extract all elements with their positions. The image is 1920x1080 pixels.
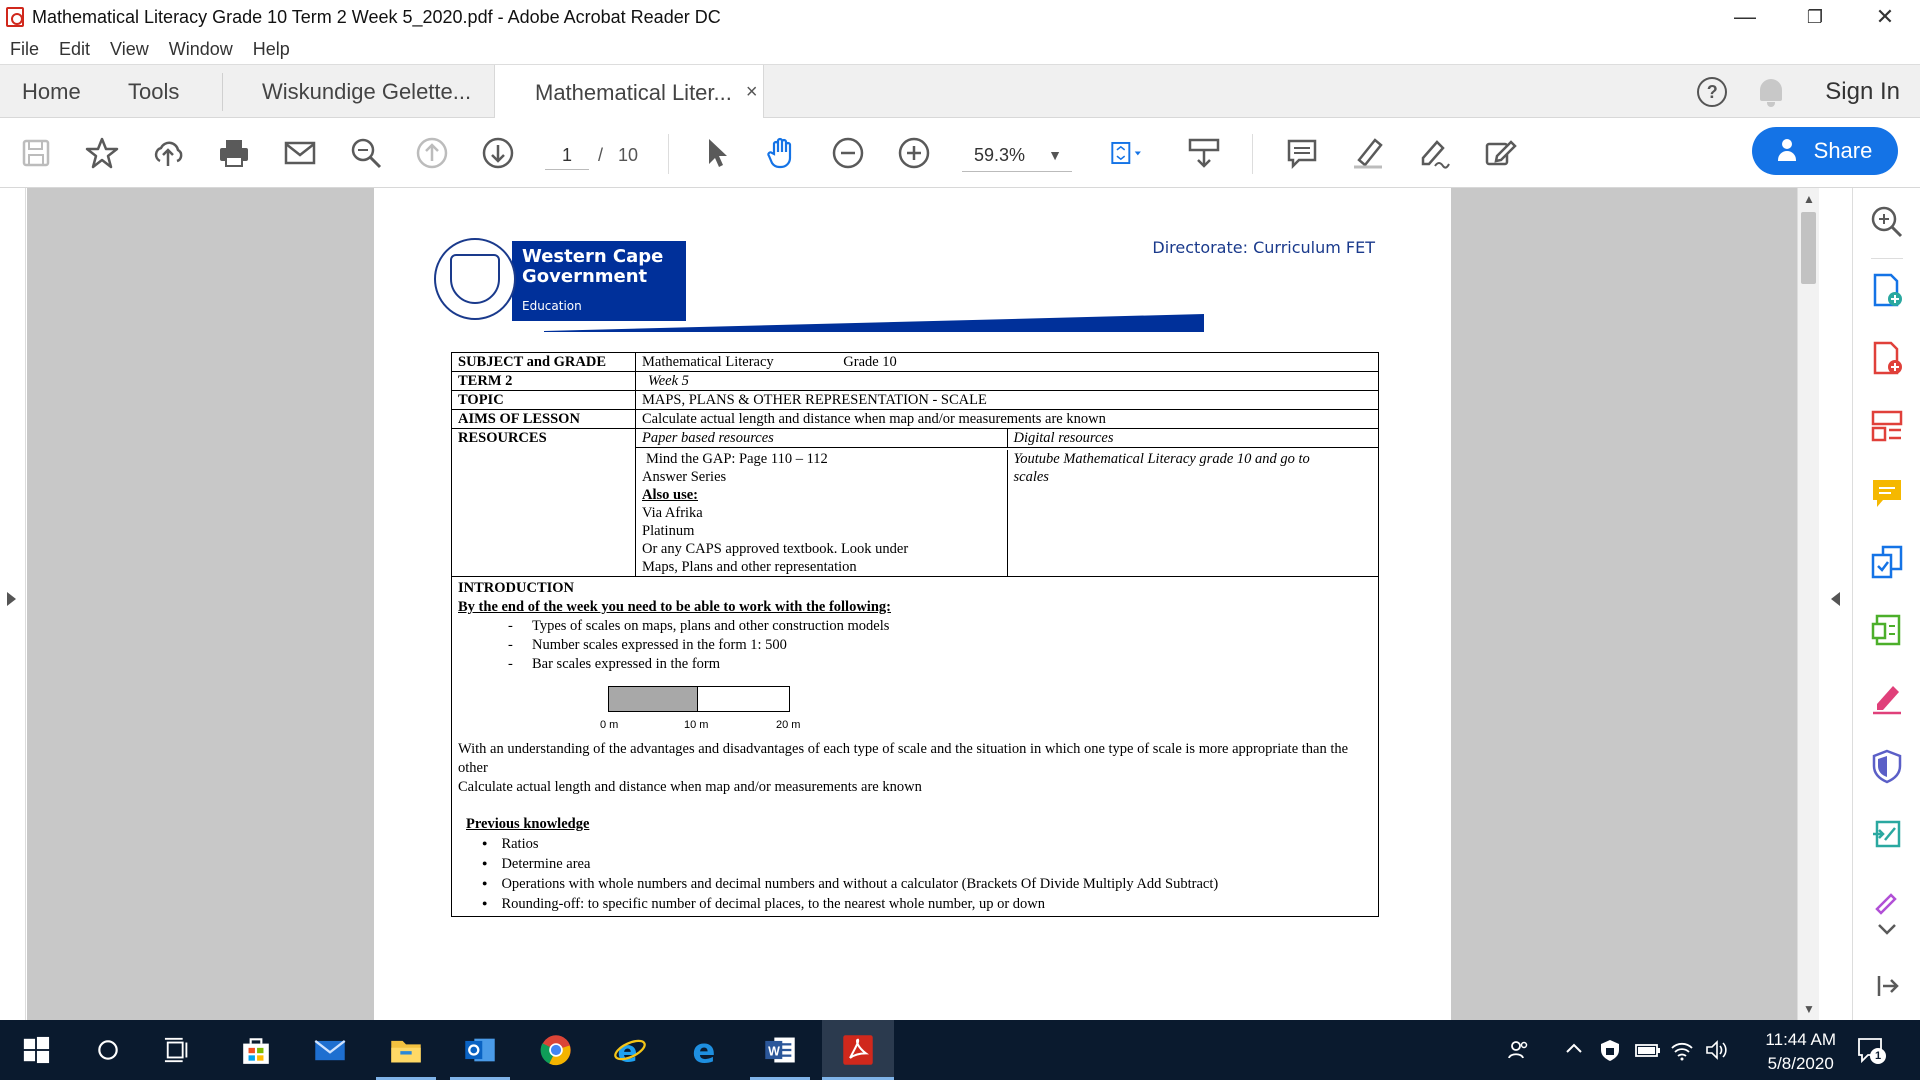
digital-resources-list [1007, 450, 1379, 576]
scroll-mode-icon[interactable] [1186, 135, 1222, 171]
bar-scale-label: 10 m [684, 719, 709, 731]
subject-value: Mathematical Literacy [642, 354, 774, 370]
toolbar-divider [668, 134, 669, 174]
acrobat-app-icon [6, 7, 24, 27]
list-item: Youtube Mathematical Literacy grade 10 and go to [1013, 451, 1310, 467]
list-item: ● Determine area [482, 854, 1372, 874]
page-separator: / [598, 145, 604, 165]
list-item: ● Ratios [482, 834, 1372, 854]
lesson-table [451, 352, 1379, 917]
search-icon[interactable] [348, 135, 384, 171]
email-icon[interactable] [282, 135, 318, 171]
battery-icon[interactable] [1634, 1038, 1662, 1067]
calculate-text: Calculate actual length and distance when map and/or measurements are known [458, 779, 922, 795]
send-for-review-icon[interactable] [1869, 816, 1905, 852]
window-title: Mathematical Literacy Grade 10 Term 2 Week 5_2020.pdf - Adobe Acrobat Reader DC [32, 6, 721, 27]
tab-document-wiskundige[interactable]: Wiskundige Gelette... [262, 79, 472, 104]
introduction-cell [452, 577, 1378, 916]
internet-explorer-icon[interactable] [612, 1032, 648, 1068]
pdf-page [374, 188, 1451, 1020]
word-icon[interactable] [762, 1032, 798, 1068]
close-window-button[interactable]: ✕ [1875, 4, 1895, 29]
chevron-down-icon: ▼ [1048, 147, 1062, 163]
vertical-scrollbar[interactable] [1797, 188, 1819, 1020]
list-item: Via Afrika [642, 505, 703, 521]
restore-button[interactable]: ❐ [1806, 6, 1824, 27]
menu-bar [0, 34, 1920, 64]
notification-bell-icon[interactable] [1757, 77, 1785, 107]
objectives-list [508, 617, 1372, 674]
minimize-button[interactable]: — [1734, 4, 1756, 29]
tab-document-label: Mathematical Liter... [535, 79, 732, 105]
row-value: Calculate actual length and distance when map and/or measurements are known [642, 411, 1106, 427]
digital-resources-header: Digital resources [1007, 429, 1379, 447]
save-icon[interactable] [18, 135, 54, 171]
cortana-search-icon[interactable] [90, 1032, 126, 1068]
file-explorer-icon[interactable] [388, 1032, 424, 1068]
directorate-label: Directorate: Curriculum FET [1152, 238, 1375, 257]
tabs-bar [0, 64, 1920, 118]
window-controls [1710, 0, 1920, 34]
paper-resources-header: Paper based resources [642, 430, 774, 446]
list-item: Also use: [642, 487, 698, 503]
list-item: - Number scales expressed in the form 1: 500 [508, 636, 1372, 655]
table-row [452, 577, 1378, 916]
table-row [452, 410, 1378, 429]
windows-start-icon[interactable] [18, 1032, 54, 1068]
resources-cell [636, 429, 1378, 576]
coat-of-arms-icon [434, 238, 516, 320]
page-total: 10 [618, 145, 639, 165]
wifi-icon[interactable] [1670, 1038, 1694, 1067]
row-value: MAPS, PLANS & OTHER REPRESENTATION - SCALE [642, 392, 987, 408]
previous-page-icon[interactable] [414, 135, 450, 171]
notification-count-badge: 1 [1870, 1048, 1886, 1064]
menu-file[interactable]: File [10, 38, 40, 59]
fill-sign-icon[interactable] [1869, 680, 1905, 716]
zoom-in-icon[interactable] [896, 135, 932, 171]
security-shield-icon[interactable] [1598, 1038, 1622, 1067]
toolbar-divider [1252, 134, 1253, 174]
tab-close-icon[interactable]: × [745, 81, 758, 103]
outlook-icon[interactable] [462, 1032, 498, 1068]
logo-title-line1: Western Cape [522, 246, 664, 267]
left-panel-toggle[interactable] [0, 188, 26, 1020]
page-number-input[interactable]: 1 [545, 140, 589, 170]
system-clock[interactable] [1765, 1028, 1836, 1076]
hand-tool-icon[interactable] [764, 135, 800, 171]
toolbar [0, 118, 1920, 188]
chrome-icon[interactable] [538, 1032, 574, 1068]
task-view-icon[interactable] [160, 1032, 196, 1068]
scrollbar-thumb[interactable] [1801, 212, 1816, 284]
logo-subtitle: Education [522, 299, 582, 313]
clock-time: 11:44 AM [1765, 1030, 1836, 1049]
list-item: Mind the GAP: Page 110 – 112 [646, 451, 828, 467]
table-row [452, 353, 1378, 372]
list-item: Platinum [642, 523, 695, 539]
list-item: Answer Series [642, 469, 727, 485]
table-row [452, 429, 1378, 577]
panel-divider [1871, 258, 1903, 259]
list-item: ● Operations with whole numbers and decimal numbers and without a calculator (Brackets Of Divide Multiply Add Subtract) [482, 874, 1372, 894]
paper-resources-list [636, 450, 1007, 576]
list-item: - Bar scales expressed in the form [508, 655, 1372, 674]
people-icon[interactable] [1506, 1038, 1530, 1067]
clock-date: 5/8/2020 [1767, 1054, 1834, 1073]
upload-cloud-icon[interactable] [150, 135, 186, 171]
svg-text:e: e [692, 1033, 716, 1067]
resources-body [636, 448, 1378, 576]
row-label: RESOURCES [452, 429, 636, 576]
title-bar [0, 0, 1920, 34]
list-item: - Types of scales on maps, plans and other construction models [508, 617, 1372, 636]
bar-scale-diagram [600, 674, 1372, 740]
bar-scale-label: 0 m [600, 719, 619, 731]
previous-knowledge-list [482, 834, 1372, 914]
list-item: ● Rounding-off: to specific number of decimal places, to the nearest whole number, up or down [482, 894, 1372, 914]
table-row [452, 372, 1378, 391]
svg-text:e: e [617, 1034, 638, 1067]
bar-scale-empty [698, 686, 790, 712]
menu-window[interactable]: Window [168, 38, 233, 59]
tab-divider [222, 73, 223, 111]
list-item: Maps, Plans and other representation [642, 559, 857, 575]
microsoft-store-icon[interactable] [238, 1032, 274, 1068]
organize-pages-icon[interactable] [1869, 408, 1905, 444]
create-pdf-icon[interactable] [1869, 272, 1905, 308]
logo-title-line2: Government [522, 266, 648, 287]
chevron-down-icon[interactable] [1869, 912, 1905, 932]
combine-files-icon[interactable] [1869, 544, 1905, 580]
table-row [452, 391, 1378, 410]
scroll-up-icon[interactable]: ▲ [1803, 192, 1815, 206]
document-viewer[interactable] [27, 188, 1797, 1020]
print-icon[interactable] [216, 135, 252, 171]
understanding-text: With an understanding of the advantages and disadvantages of each type of scale and the situation in which one type of scale is more appropriate than the other [458, 741, 1349, 776]
resources-header [636, 429, 1378, 448]
next-page-icon[interactable] [480, 135, 516, 171]
scroll-down-icon[interactable]: ▼ [1803, 1002, 1815, 1016]
tab-tools[interactable]: Tools [128, 79, 180, 104]
row-label: TOPIC [452, 391, 636, 409]
header-swoosh [544, 312, 1204, 332]
acrobat-reader-icon[interactable] [840, 1032, 876, 1068]
row-value: Week 5 [648, 373, 689, 389]
zoom-search-icon[interactable] [1869, 204, 1905, 240]
row-label: SUBJECT and GRADE [452, 353, 636, 371]
add-person-icon [1778, 138, 1804, 164]
edge-icon[interactable] [688, 1032, 724, 1068]
zoom-level-select[interactable] [962, 138, 1072, 172]
action-center-icon[interactable] [1856, 1036, 1886, 1064]
introduction-heading: INTRODUCTION [458, 580, 575, 596]
menu-edit[interactable]: Edit [59, 38, 91, 59]
row-label: AIMS OF LESSON [452, 410, 636, 428]
menu-help[interactable]: Help [252, 38, 290, 59]
protect-shield-icon[interactable] [1869, 748, 1905, 784]
collapse-right-icon [1831, 592, 1840, 606]
sign-pen-icon[interactable] [1416, 135, 1452, 171]
logo-banner [512, 241, 686, 321]
compress-pdf-icon[interactable] [1869, 612, 1905, 648]
zoom-out-icon[interactable] [830, 135, 866, 171]
help-icon[interactable]: ? [1697, 77, 1727, 107]
show-hidden-icons-chevron-up-icon[interactable] [1564, 1038, 1584, 1063]
by-end-heading: By the end of the week you need to be able to work with the following: [458, 599, 891, 615]
tools-pane [1852, 188, 1920, 1020]
windows-taskbar [0, 1020, 1920, 1080]
zoom-level-value: 59.3% [974, 145, 1026, 165]
list-item: scales [1013, 469, 1049, 485]
tab-document-mathematical[interactable] [494, 65, 764, 120]
highlight-pen-icon[interactable] [1350, 135, 1386, 171]
right-panel-toggle[interactable] [1819, 188, 1852, 1020]
list-item: Or any CAPS approved textbook. Look under [642, 541, 909, 557]
tabs-right-group [1697, 65, 1900, 119]
fit-page-icon[interactable] [1104, 135, 1150, 171]
comment-tool-icon[interactable] [1869, 476, 1905, 512]
sign-in-link[interactable]: Sign In [1825, 78, 1900, 105]
more-tools-pen-icon[interactable] [1869, 884, 1905, 914]
bar-scale-filled [608, 686, 698, 712]
collapse-pane-icon[interactable] [1869, 968, 1905, 1004]
mail-icon[interactable] [312, 1032, 348, 1068]
comment-icon[interactable] [1284, 135, 1320, 171]
share-button[interactable] [1752, 127, 1898, 175]
previous-knowledge-heading: Previous knowledge [466, 816, 590, 832]
row-label: TERM 2 [452, 372, 636, 390]
row-value [636, 353, 1378, 371]
edit-pdf-icon[interactable] [1482, 135, 1518, 171]
svg-text:W: W [768, 1044, 780, 1059]
grade-value: Grade 10 [843, 354, 897, 370]
bookmark-star-icon[interactable] [84, 135, 120, 171]
expand-left-icon [7, 592, 16, 606]
menu-view[interactable]: View [110, 38, 149, 59]
bar-scale-label: 20 m [776, 719, 801, 731]
tab-home[interactable]: Home [22, 79, 81, 104]
volume-icon[interactable] [1704, 1038, 1728, 1067]
select-cursor-icon[interactable] [698, 135, 734, 171]
share-label: Share [1813, 138, 1873, 163]
export-pdf-icon[interactable] [1869, 340, 1905, 376]
